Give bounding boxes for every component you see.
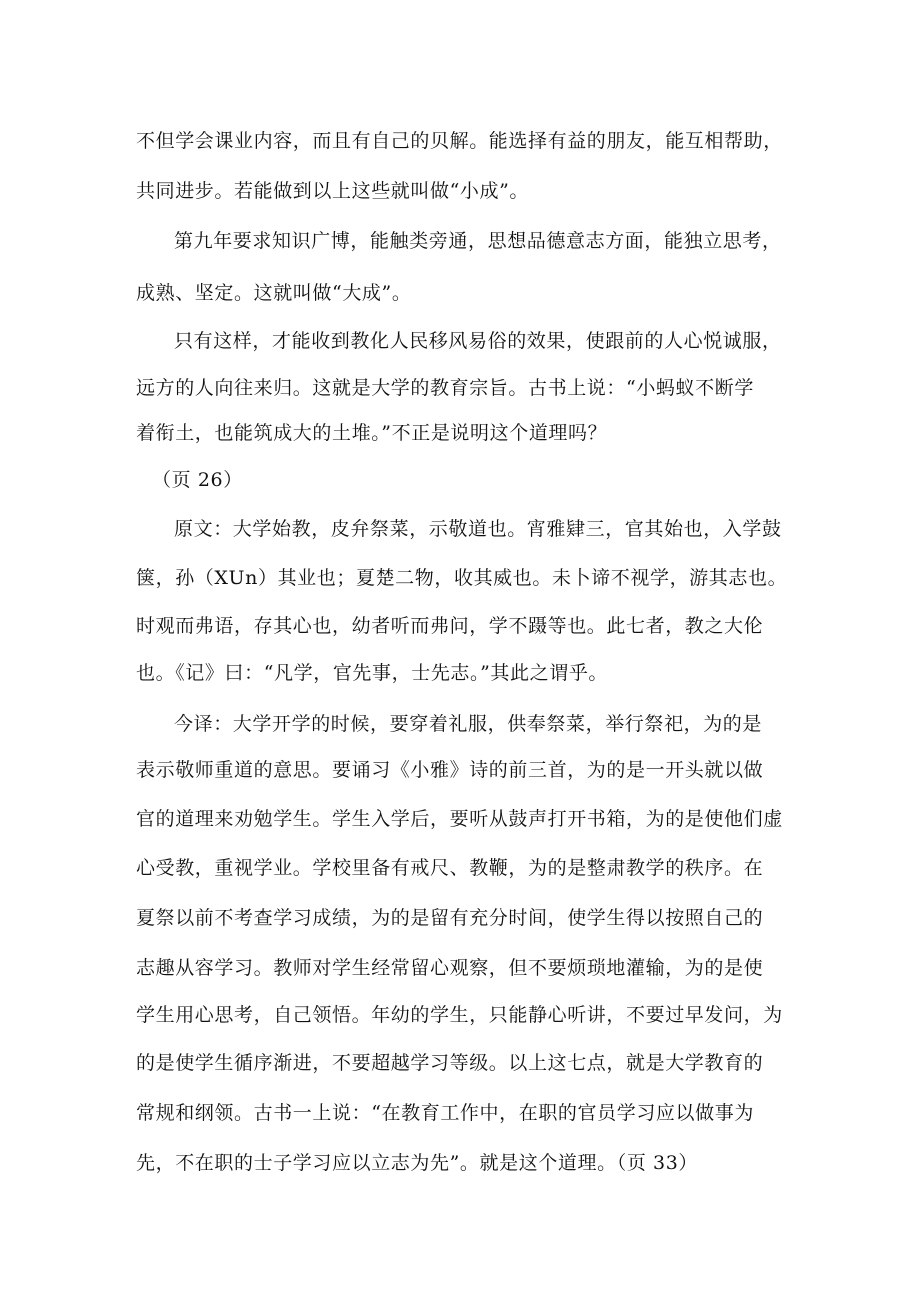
paragraph-line: 心受教，重视学业。学校里备有戒尺、教鞭，为的是整肃教学的秩序。在: [136, 857, 764, 879]
paragraph-line: 原文：大学始教，皮弁祭菜，示敬道也。宵雅肄三，官其始也，入学鼓: [174, 518, 782, 540]
paragraph-line: 先，不在职的士子学习应以立志为先”。就是这个道理。（页 33）: [136, 1152, 699, 1174]
paragraph-line: 只有这样，才能收到教化人民移风易俗的效果，使跟前的人心悦诚服，: [174, 330, 782, 352]
paragraph-line: 常规和纲领。古书一上说：“在教育工作中，在职的官员学习应以做事为: [136, 1102, 754, 1124]
paragraph-line: 学生用心思考，自己领悟。年幼的学生，只能静心听讲，不要过早发问，为: [136, 1004, 783, 1026]
paragraph-line: 第九年要求知识广博，能触类旁通，思想品德意志方面，能独立思考，: [174, 230, 782, 252]
paragraph-line: 官的道理来劝勉学生。学生入学后，要听从鼓声打开书箱，为的是使他们虚: [136, 808, 783, 830]
paragraph-line: 箧，孙（XUn）其业也；夏楚二物，收其威也。未卜谛不视学，游其志也。: [136, 567, 788, 589]
paragraph-line: 着衔土，也能筑成大的土堆。”不正是说明这个道理吗？: [136, 422, 608, 444]
paragraph-line: 成熟、坚定。这就叫做“大成”。: [136, 282, 412, 304]
paragraph-line: 夏祭以前不考查学习成绩，为的是留有充分时间，使学生得以按照自己的: [136, 907, 764, 929]
paragraph-line: 也。《记》曰：“凡学，官先事，士先志。”其此之谓乎。: [136, 662, 609, 684]
paragraph-line: 时观而弗语，存其心也，幼者听而弗问，学不蹑等也。此七者，教之大伦: [136, 615, 764, 637]
paragraph-line: 表示敬师重道的意思。要诵习《小雅》诗的前三首，为的是一开头就以做: [136, 759, 764, 781]
paragraph-line: 远方的人向往来归。这就是大学的教育宗旨。古书上说：“小蚂蚁不断学: [136, 377, 754, 399]
paragraph-line: 志趣从容学习。教师对学生经常留心观察，但不要烦琐地灌输，为的是使: [136, 957, 764, 979]
paragraph-line: 不但学会课业内容，而且有自己的贝解。能选择有益的朋友，能互相帮助，: [136, 130, 783, 152]
page-reference: （页 26）: [152, 469, 243, 491]
paragraph-line: 今译：大学开学的时候，要穿着礼服，供奉祭菜，举行祭祀，为的是: [174, 713, 763, 735]
paragraph-line: 的是使学生循序渐进，不要超越学习等级。以上这七点，就是大学教育的: [136, 1052, 764, 1074]
paragraph-line: 共同进步。若能做到以上这些就叫做“小成”。: [136, 180, 530, 202]
